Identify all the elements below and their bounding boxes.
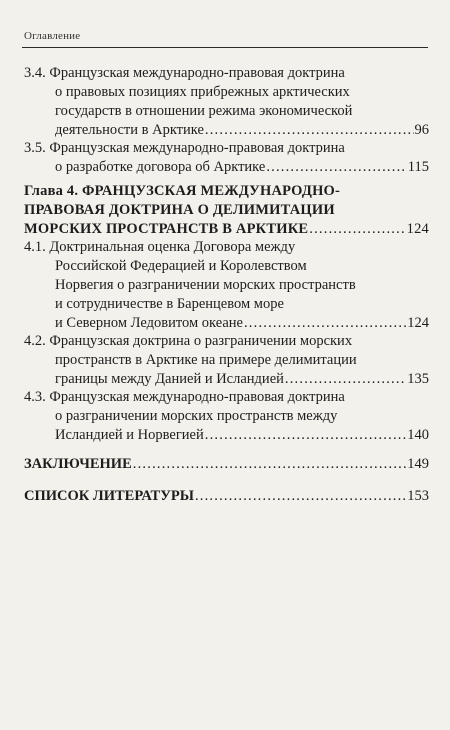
toc-entry-text: границы между Данией и Исландией (55, 371, 284, 387)
show-through-texture: . . . . . . . (300, 120, 339, 134)
toc-entry-4-1[interactable] (24, 238, 429, 333)
toc-page-number: 96 (414, 122, 429, 138)
toc-page-number: 115 (407, 159, 429, 175)
toc-entry-last-line (24, 455, 429, 474)
dot-leader (285, 370, 406, 389)
toc-entry-text: 4.2. Французская доктрина о разграничении морских (24, 333, 353, 349)
toc-entry-text: ЗАКЛЮЧЕНИЕ (24, 456, 132, 472)
dot-leader (309, 220, 405, 239)
toc-entry-last-line (24, 426, 429, 445)
toc-entry-last-line (24, 314, 429, 333)
running-head: Оглавление (24, 30, 81, 42)
toc-entry-text: Норвегия о разграничении морских пространств (55, 277, 356, 293)
toc-entry-text: и Северном Ледовитом океане (55, 315, 243, 331)
toc-entry-text: 3.4. Французская международно-правовая доктрина (24, 65, 345, 81)
toc-page-number: 124 (406, 221, 429, 237)
toc-entry-3-5[interactable] (24, 139, 429, 177)
toc-entry-text: о разграничении морских пространств между (55, 408, 338, 424)
toc-chapter-title: Глава 4. ФРАНЦУЗСКАЯ МЕЖДУНАРОДНО- (24, 183, 341, 199)
toc-entry-text: деятельности в Арктике (55, 122, 204, 138)
toc-chapter-title: МОРСКИХ ПРОСТРАНСТВ В АРКТИКЕ (24, 221, 309, 237)
toc-entry-text: 3.5. Французская международно-правовая доктрина (24, 140, 345, 156)
toc-conclusion[interactable] (24, 455, 429, 474)
toc-entry-last-line (24, 487, 429, 506)
header-rule (22, 47, 428, 48)
dot-leader (133, 455, 406, 474)
toc-entry-4-3[interactable] (24, 388, 429, 445)
dot-leader (244, 314, 406, 333)
toc-entry-last-line (24, 370, 429, 389)
toc-entry-4-2[interactable] (24, 332, 429, 389)
toc-page-number: 149 (407, 456, 429, 472)
toc-page-number: 135 (407, 371, 429, 387)
toc-chapter-title: ПРАВОВАЯ ДОКТРИНА О ДЕЛИМИТАЦИИ (24, 202, 335, 218)
toc-entry-text: 4.1. Доктринальная оценка Договора между (24, 239, 296, 255)
toc-entry-text: пространств в Арктике на примере делимитации (55, 352, 357, 368)
toc-entry-text: Исландией и Норвегией (55, 427, 204, 443)
toc-entry-text: государств в отношении режима экономической (55, 103, 353, 119)
dot-leader (195, 487, 406, 506)
toc-entry-text: о правовых позициях прибрежных арктических (55, 84, 350, 100)
toc-entry-last-line (24, 158, 429, 177)
toc-entry-text: Российской Федерацией и Королевством (55, 258, 307, 274)
toc-entry-last-line (24, 220, 429, 239)
toc-entry-text: и сотрудничестве в Баренцевом море (55, 296, 284, 312)
dot-leader (205, 121, 414, 140)
toc-entry-text: СПИСОК ЛИТЕРАТУРЫ (24, 488, 194, 504)
dot-leader (205, 426, 406, 445)
toc-entry-text: 4.3. Французская международно-правовая доктрина (24, 389, 345, 405)
toc-page-number: 140 (407, 427, 429, 443)
toc-page-number: 124 (407, 315, 429, 331)
dot-leader (266, 158, 406, 177)
toc-bibliography[interactable] (24, 487, 429, 506)
toc-chapter-4[interactable] (24, 182, 429, 239)
toc-entry-last-line (24, 121, 429, 140)
toc-page-number: 153 (407, 488, 429, 504)
toc-entry-3-4[interactable] (24, 64, 429, 140)
toc-entry-text: о разработке договора об Арктике (55, 159, 266, 175)
